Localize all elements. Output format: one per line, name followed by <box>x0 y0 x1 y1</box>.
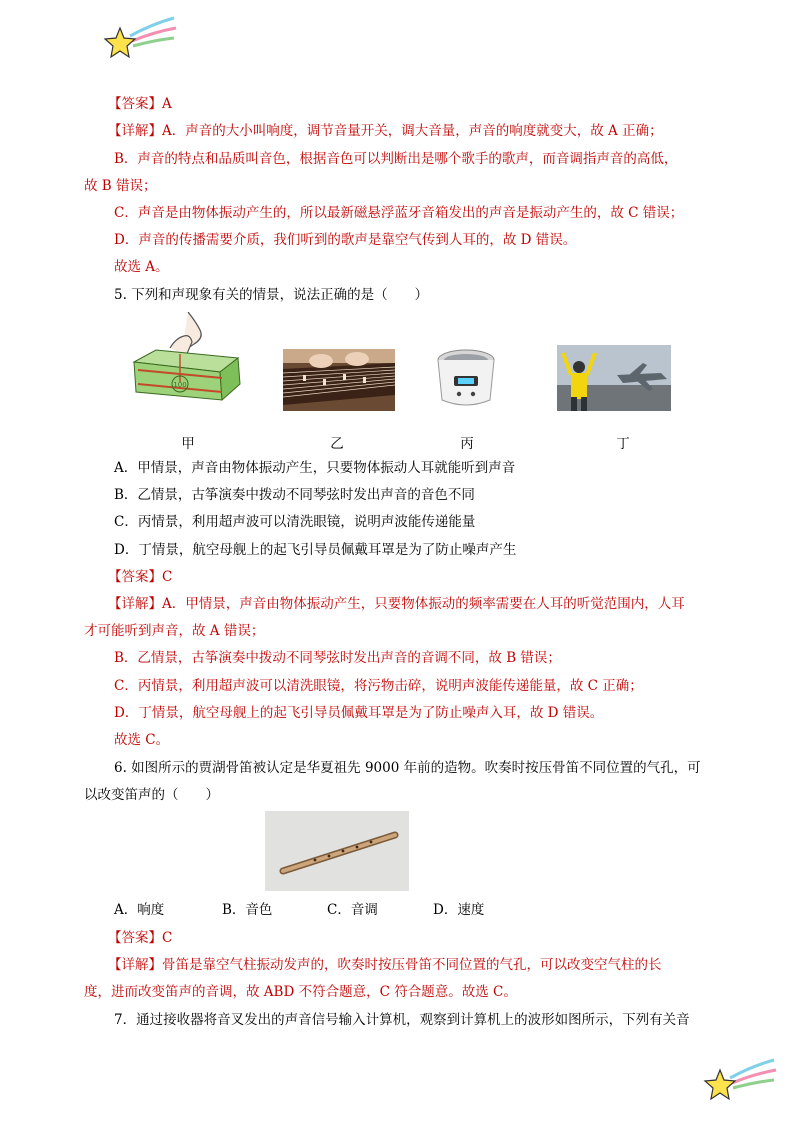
q4-detail-1: 【详解】A．声音的大小叫响度，调节音量开关，调大音量，声音的响度就变大，故 A 正确； <box>108 123 663 139</box>
q5-detail-2: B．乙情景，古筝演奏中拨动不同琴弦时发出声音的音调不同，故 B 错误； <box>114 650 561 666</box>
q6-detail-1b: 度，进而改变笛声的音调，故 ABD 不符合题意，C 符合题意。故选 C。 <box>84 984 517 1000</box>
q6-stem-1: 6. 如图所示的贾湖骨笛被认定是华夏祖先 9000 年前的造物。吹奏时按压骨笛不同位置的气孔，可 <box>114 760 701 776</box>
q4-detail-4: D．声音的传播需要介质，我们听到的歌声是靠空气传到人耳的，故 D 错误。 <box>114 232 577 248</box>
q5-caption-yi: 乙 <box>330 436 344 452</box>
q7-stem: 7．通过接收器将音叉发出的声音信号输入计算机，观察到计算机上的波形如图所示，下列有关音 <box>114 1012 690 1028</box>
q6-bone-flute-image <box>265 811 409 891</box>
q5-option-b: B．乙情景，古筝演奏中拨动不同琴弦时发出声音的音色不同 <box>114 487 475 503</box>
q6-option-d: D．速度 <box>433 902 485 918</box>
q5-option-d: D．丁情景，航空母舰上的起飞引导员佩戴耳罩是为了防止噪声产生 <box>114 542 517 558</box>
q4-detail-2b: 故 B 错误； <box>84 178 157 194</box>
q6-option-b: B．音色 <box>222 902 273 918</box>
q5-box-label: 100 <box>173 381 187 389</box>
q5-option-a: A．甲情景，声音由物体振动产生，只要物体振动人耳就能听到声音 <box>114 460 516 476</box>
q4-detail-2: B．声音的特点和品质叫音色，根据音色可以判断出是哪个歌手的歌声，而音调指声音的高低， <box>114 151 678 167</box>
q5-detail-1: 【详解】A．甲情景，声音由物体振动产生，只要物体振动的频率需要在人耳的听觉范围内，人耳 <box>108 596 685 612</box>
star-decoration-bottom <box>700 1056 780 1102</box>
star-decoration-top <box>100 14 180 60</box>
q5-detail-4: D．丁情景，航空母舰上的起飞引导员佩戴耳罩是为了防止噪声入耳，故 D 错误。 <box>114 705 604 721</box>
q6-option-c: C．音调 <box>327 902 378 918</box>
q5-detail-3: C．丙情景，利用超声波可以清洗眼镜，将污物击碎，说明声波能传递能量，故 C 正确； <box>114 678 643 694</box>
q6-answer: 【答案】C <box>108 930 173 946</box>
q5-image-bing <box>432 342 500 412</box>
q4-conclusion: 故选 A。 <box>114 259 169 275</box>
q6-detail-1: 【详解】骨笛是靠空气柱振动发声的，吹奏时按压骨笛不同位置的气孔，可以改变空气柱的长 <box>108 957 662 973</box>
q5-detail-1b: 才可能听到声音，故 A 错误； <box>84 623 265 639</box>
q6-stem-2: 以改变笛声的（ ） <box>84 787 219 803</box>
q5-conclusion: 故选 C。 <box>114 732 170 748</box>
q5-caption-jia: 甲 <box>181 436 195 452</box>
q5-answer: 【答案】C <box>108 569 173 585</box>
q5-image-jia <box>130 312 242 402</box>
q5-image-yi <box>283 349 395 411</box>
q4-detail-3: C．声音是由物体振动产生的，所以最新磁悬浮蓝牙音箱发出的声音是振动产生的，故 C 错误； <box>114 205 684 221</box>
q6-option-a: A．响度 <box>114 902 165 918</box>
q5-stem: 5. 下列和声现象有关的情景，说法正确的是（ ） <box>114 287 429 303</box>
q5-caption-ding: 丁 <box>616 436 630 452</box>
q5-option-c: C．丙情景，利用超声波可以清洗眼镜，说明声波能传递能量 <box>114 514 476 530</box>
q5-caption-bing: 丙 <box>460 436 474 452</box>
q4-answer: 【答案】A <box>108 96 172 112</box>
q5-image-ding <box>557 345 671 411</box>
